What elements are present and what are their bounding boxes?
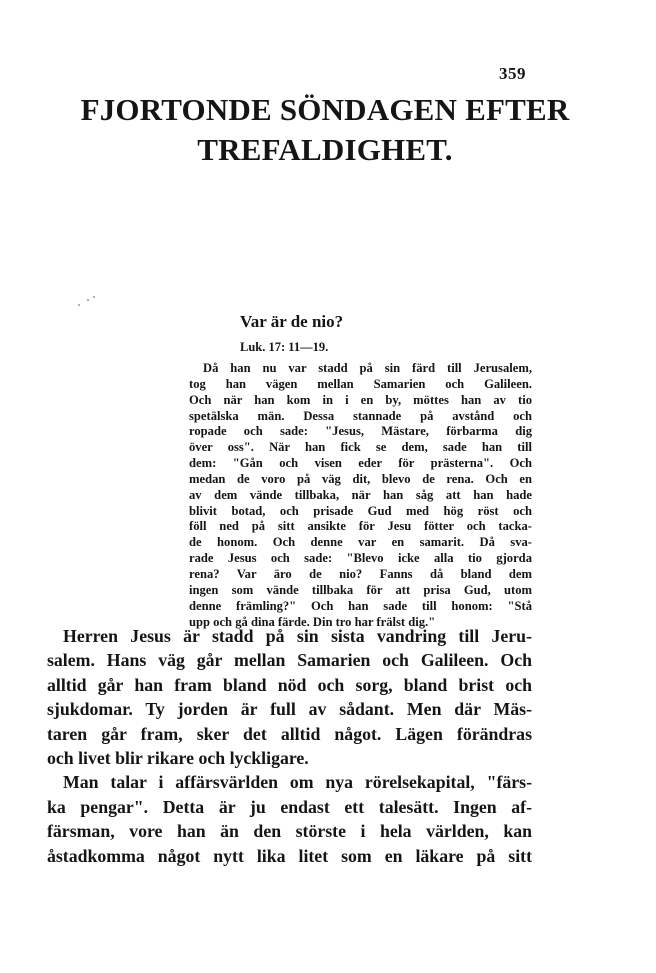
scripture-line: dem: "Gån och visen eder för prästerna". Och — [189, 456, 532, 471]
scripture-line: av dem vände tillbaka, när han såg att han hade — [189, 487, 532, 502]
scripture-line: denne främling?" Och han sade till honom: "Stå — [189, 598, 532, 613]
body-line: ka pengar". Detta är ju endast ett talesätt. Ingen af- — [47, 796, 532, 817]
scripture-passage — [189, 361, 532, 630]
chapter-title — [40, 90, 610, 170]
section-heading: Var är de nio? — [240, 312, 344, 331]
chapter-title-line: FJORTONDE SÖNDAGEN EFTER — [80, 92, 570, 127]
scripture-line: Då han nu var stadd på sin färd till Jerusalem, — [203, 361, 532, 375]
body-line: salem. Hans väg går mellan Samarien och Galileen. Och — [47, 650, 532, 671]
scripture-line: upp och gå dina färde. Din tro har frälst dig." — [189, 614, 436, 629]
scripture-line: ropade och sade: "Jesus, Mästare, förbarma dig — [189, 424, 532, 439]
chapter-title-line: TREFALDIGHET. — [197, 132, 453, 167]
body-line: och livet blir rikare och lyckligare. — [47, 747, 309, 768]
scripture-line: de honom. Och denne var en samarit. Då sva- — [189, 535, 532, 550]
body-line: Man talar i affärsvärlden om nya rörelsekapital, "färs- — [63, 772, 532, 793]
body-line: färsman, vore han än den störste i hela världen, kan — [47, 821, 532, 842]
scripture-line: medan de voro på väg dit, blevo de rena. Och en — [189, 471, 532, 486]
body-line: åstadkomma något nytt lika litet som en läkare på sitt — [47, 845, 532, 866]
scripture-line: ingen som vände tillbaka för att prisa Gud, utom — [189, 582, 532, 597]
page-number: 359 — [499, 64, 526, 83]
body-line: alltid går han fram bland nöd och sorg, bland brist och — [47, 674, 532, 695]
scripture-line: blivit botad, och prisade Gud med hög röst och — [189, 503, 532, 518]
scripture-line: rena? Var äro de nio? Fanns då bland dem — [189, 566, 532, 581]
scripture-line: Och när han kom in i en by, möttes han av tio — [189, 392, 532, 407]
scripture-line: tog han vägen mellan Samarien och Galileen. — [189, 376, 532, 391]
scripture-line: spetälska män. Dessa stannade på avstånd och — [189, 408, 532, 423]
body-line: Herren Jesus är stadd på sin sista vandring till Jeru- — [63, 626, 532, 646]
scripture-line: föll ned på sitt ansikte för Jesu fötter och tacka- — [189, 519, 532, 534]
scripture-line: över oss". När han fick se dem, sade han till — [189, 440, 532, 455]
scripture-line: rade Jesus och sade: "Blevo icke alla tio gjorda — [189, 551, 532, 566]
body-line: taren går fram, sker det alltid något. Lägen förändras — [47, 723, 532, 744]
sermon-body — [47, 624, 532, 868]
print-specks — [78, 296, 98, 308]
body-line: sjukdomar. Ty jorden är full av sådant. Men där Mäs- — [47, 699, 532, 720]
scripture-reference: Luk. 17: 11—19. — [240, 340, 329, 354]
